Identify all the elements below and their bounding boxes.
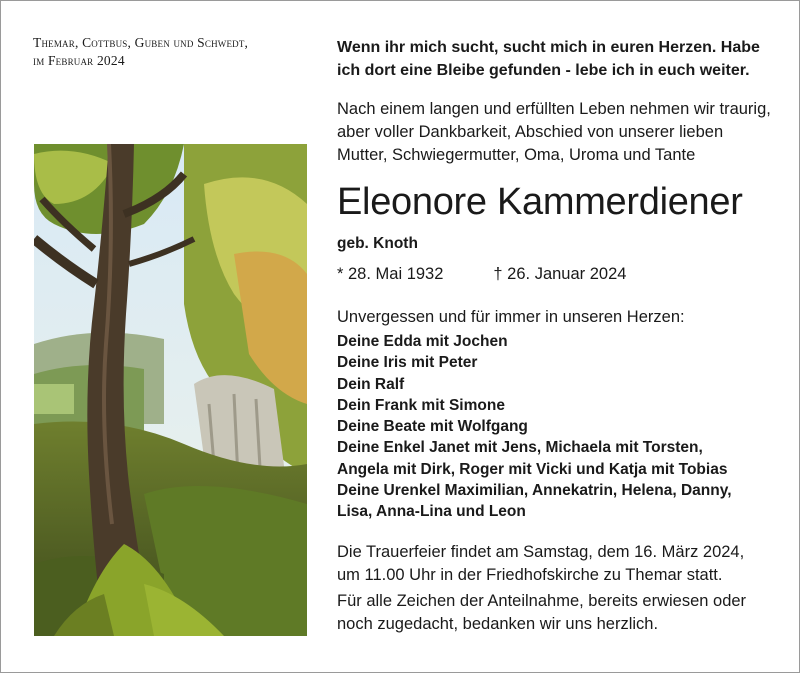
epitaph-quote — [337, 36, 777, 82]
deceased-name: Eleonore Kammerdiener — [337, 181, 743, 223]
place-and-date — [33, 34, 303, 70]
mourner-line: Angela mit Dirk, Roger mit Vicki und Katja mit Tobias — [337, 460, 728, 478]
memory-line: Unvergessen und für immer in unseren Herzen: — [337, 308, 685, 326]
date-line: im Februar 2024 — [33, 53, 125, 68]
intro-line: aber voller Dankbarkeit, Abschied von unserer lieben — [337, 123, 724, 141]
place-line: Themar, Cottbus, Guben und Schwedt, — [33, 35, 249, 50]
service-line: um 11.00 Uhr in der Friedhofskirche zu Themar statt. — [337, 566, 723, 584]
quote-line: Wenn ihr mich sucht, sucht mich in euren Herzen. Habe — [337, 39, 760, 56]
mourner-line: Dein Ralf — [337, 375, 405, 393]
thanks-text — [337, 590, 777, 636]
mourner-line: Deine Urenkel Maximilian, Annekatrin, Helena, Danny, — [337, 482, 732, 500]
mourner-line: Deine Iris mit Peter — [337, 354, 478, 372]
mourner-line: Lisa, Anna-Lina und Leon — [337, 503, 526, 521]
intro-line: Nach einem langen und erfüllten Leben nehmen wir traurig, — [337, 100, 771, 118]
thanks-line: noch zugedacht, bedanken wir uns herzlich. — [337, 615, 659, 633]
mourner-line: Deine Edda mit Jochen — [337, 333, 508, 350]
maiden-name: geb. Knoth — [337, 235, 418, 252]
mourner-line: Deine Enkel Janet mit Jens, Michaela mit Torsten, — [337, 439, 703, 457]
life-dates — [337, 262, 626, 286]
mourner-line: Dein Frank mit Simone — [337, 396, 505, 414]
mourners-list — [337, 331, 777, 523]
death-date: † 26. Januar 2024 — [493, 265, 627, 283]
intro-text — [337, 98, 777, 167]
birth-date: * 28. Mai 1932 — [337, 265, 444, 283]
thanks-line: Für alle Zeichen der Anteilnahme, bereits erwiesen oder — [337, 592, 747, 610]
tree-photo — [34, 144, 307, 636]
intro-line: Mutter, Schwiegermutter, Oma, Uroma und Tante — [337, 146, 696, 164]
service-line: Die Trauerfeier findet am Samstag, dem 16. März 2024, — [337, 543, 745, 561]
quote-line: ich dort eine Bleibe gefunden - lebe ich in euch weiter. — [337, 62, 750, 79]
mourner-line: Deine Beate mit Wolfgang — [337, 418, 528, 436]
funeral-service-info — [337, 541, 777, 587]
